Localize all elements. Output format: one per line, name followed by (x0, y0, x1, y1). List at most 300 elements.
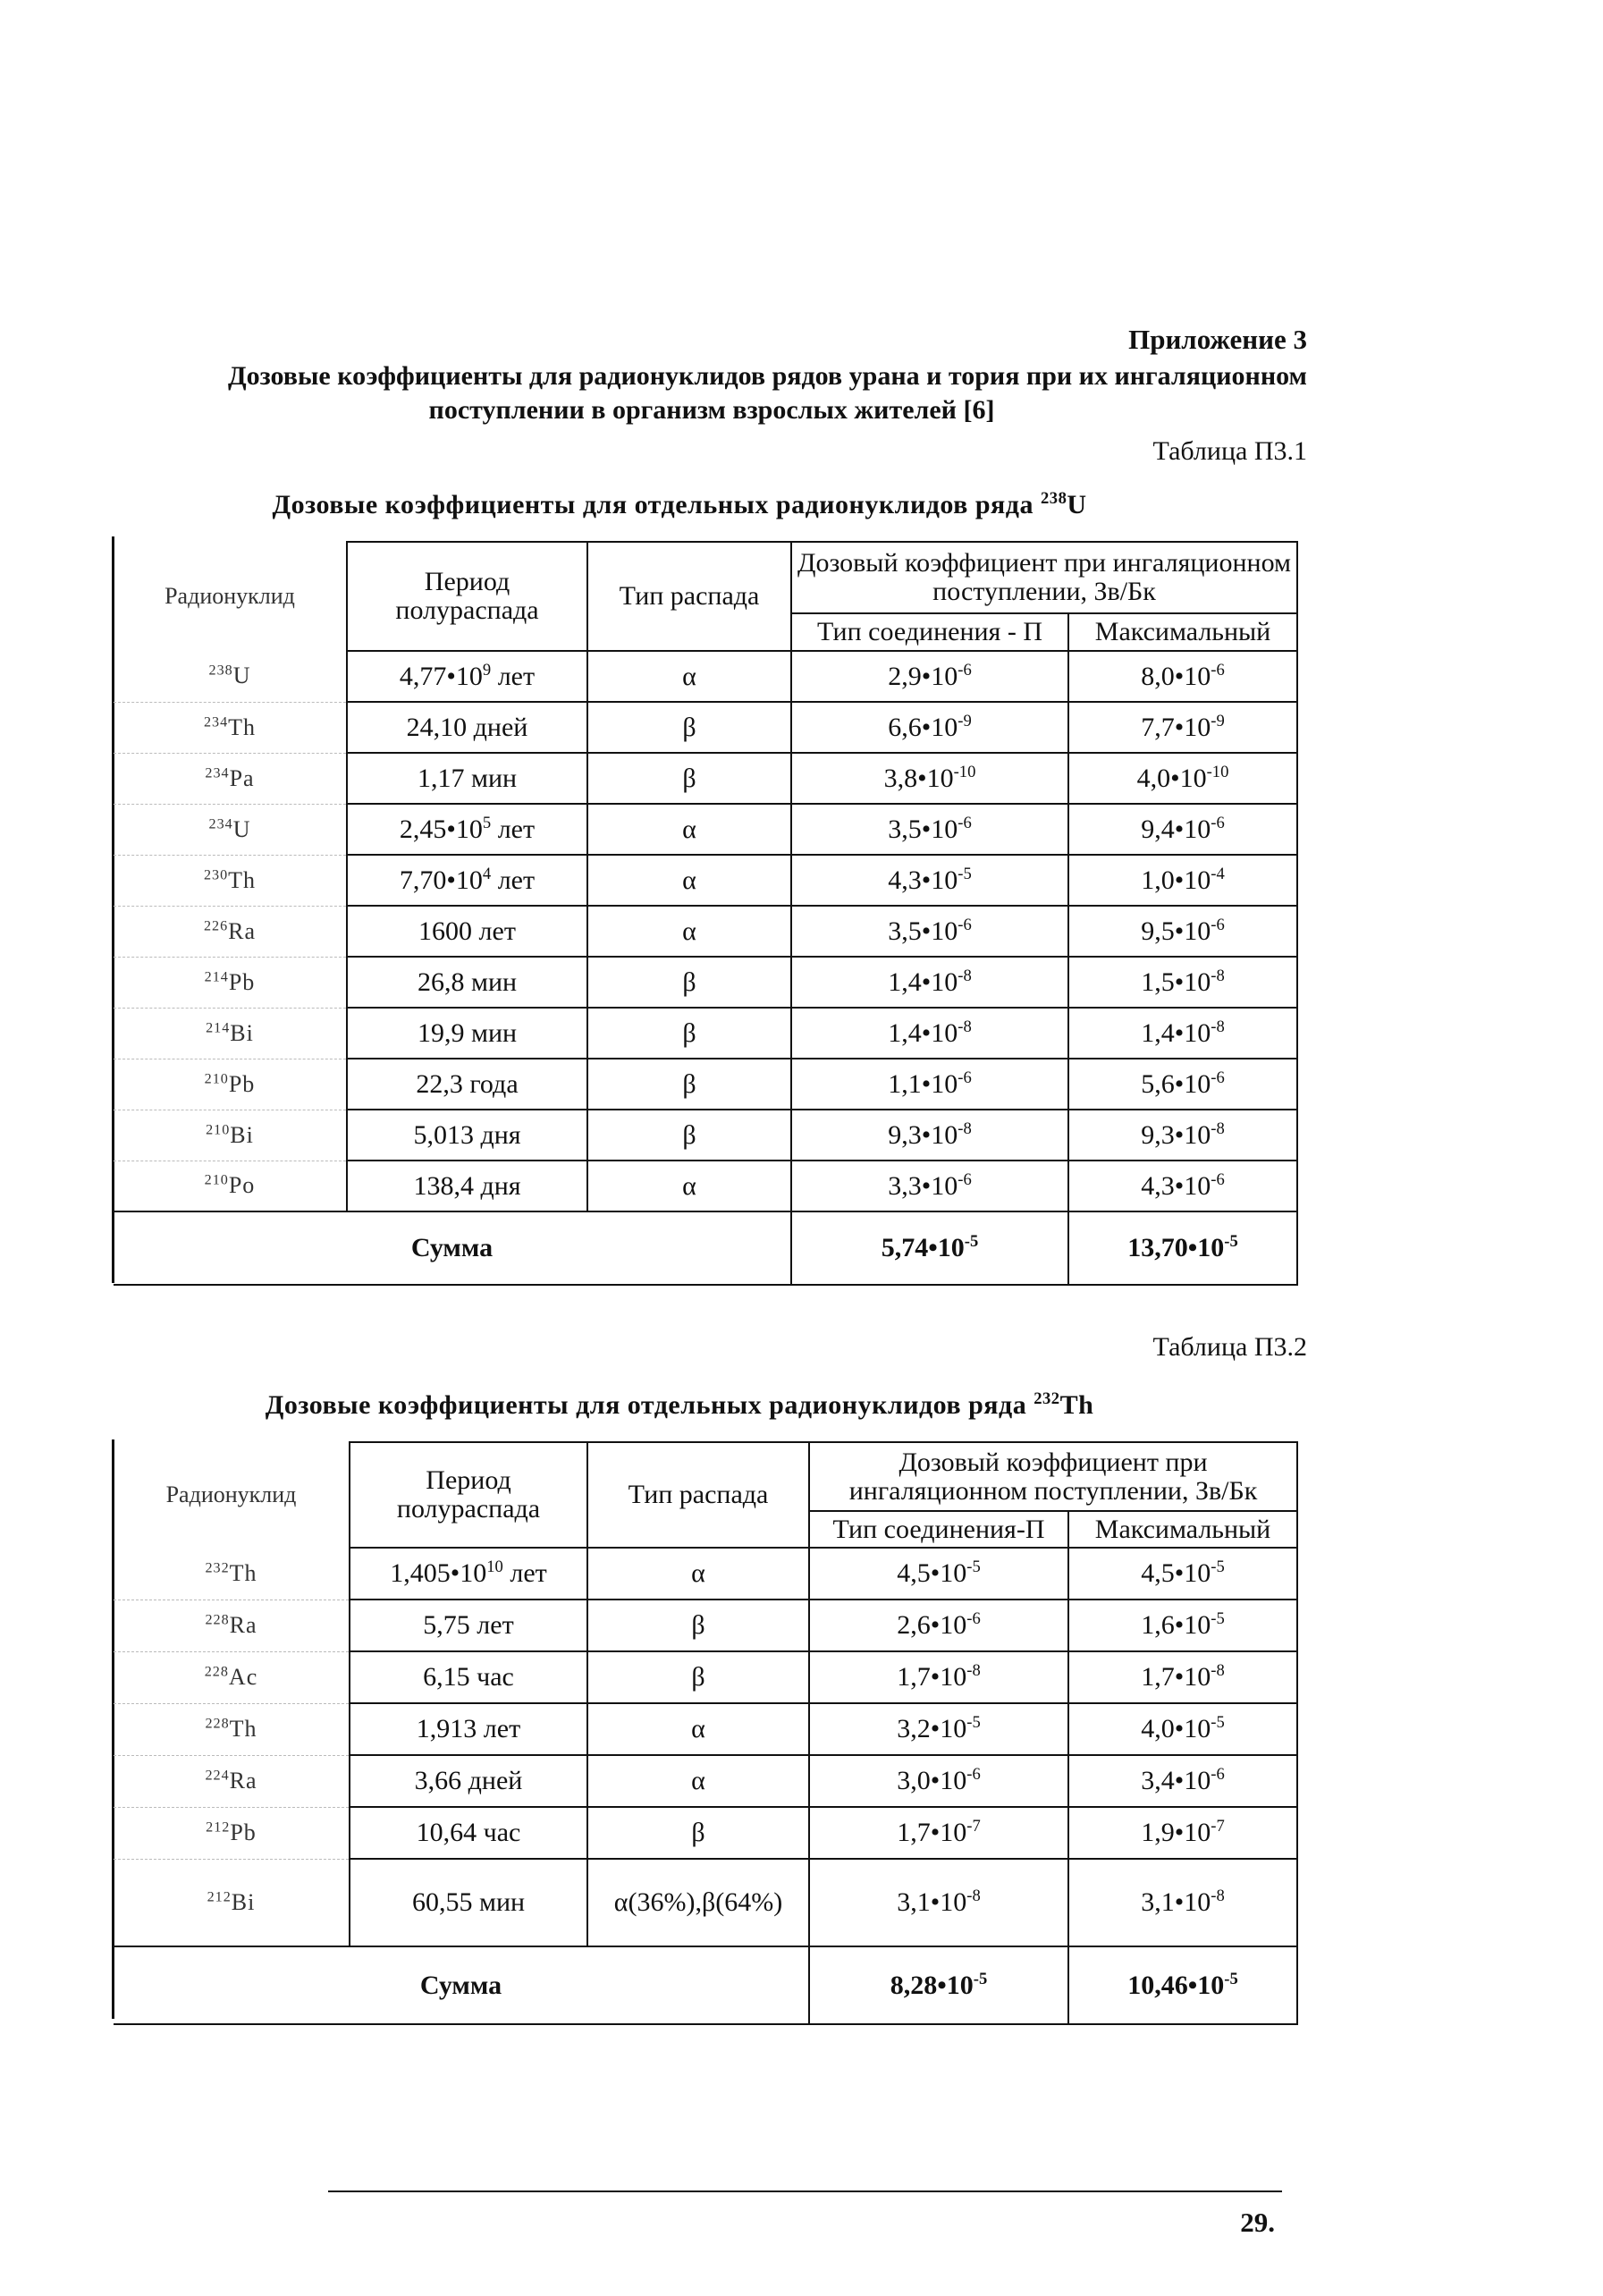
nuclide-cell (114, 1807, 350, 1859)
table-row (114, 957, 1297, 1008)
coef-max-cell (1068, 1703, 1297, 1755)
mass-number: 234 (208, 815, 233, 831)
coef-exponent: -6 (958, 813, 972, 832)
element-symbol: Ra (229, 1612, 257, 1638)
coef-mantissa: 1,6•10 (1141, 1610, 1211, 1640)
sum-coef-p (809, 1946, 1068, 2024)
coef-exponent: -6 (958, 915, 972, 934)
caption-text: Дозовые коэффициенты для отдельных радионуклидов ряда (265, 1390, 1034, 1420)
coef-max-cell (1068, 1600, 1297, 1651)
coef-mantissa: 1,1•10 (888, 1068, 958, 1099)
decay-type-cell (587, 702, 791, 753)
coef-mantissa: 3,8•10 (883, 763, 954, 793)
half-life-cell (347, 651, 587, 702)
coef-p-cell (791, 1161, 1068, 1211)
coef-mantissa: 5,74•10 (881, 1233, 965, 1262)
header-text: Тип распада (619, 581, 760, 611)
coef-exponent: -6 (1211, 1068, 1225, 1087)
decay-type-cell (587, 1110, 791, 1161)
element-symbol: Ac (228, 1664, 258, 1690)
decay-type: α (691, 1766, 705, 1795)
half-life-cell (350, 1755, 587, 1807)
decay-type-cell (587, 1755, 809, 1807)
half-life-unit: лет (491, 865, 536, 895)
header-text: Максимальный (1094, 617, 1271, 646)
mass-number: 238 (208, 663, 233, 679)
coef-exponent: -8 (966, 1661, 981, 1680)
nuclide-cell (114, 753, 347, 804)
coef-exponent: -5 (1224, 1969, 1238, 1988)
half-life-cell (347, 1161, 587, 1211)
coef-exponent: -10 (1206, 762, 1229, 781)
table-row (114, 1807, 1297, 1859)
half-life-value: 60,55 мин (411, 1887, 526, 1917)
coef-mantissa: 1,9•10 (1141, 1818, 1211, 1847)
coef-max-cell (1068, 1161, 1297, 1211)
half-life-cell (347, 855, 587, 906)
decay-type-cell (587, 1548, 809, 1600)
half-life-value: 6,15 час (423, 1662, 514, 1692)
nuclide-cell (114, 651, 347, 702)
half-life-value: 5,75 лет (423, 1610, 514, 1640)
page-number: 29. (1240, 2207, 1275, 2238)
coef-mantissa: 1,7•10 (1141, 1662, 1211, 1692)
coef-exponent: -8 (1211, 1887, 1225, 1905)
coef-exponent: -5 (1224, 1232, 1238, 1251)
header-text: Радионуклид (165, 1481, 297, 1507)
decay-type-cell (587, 1807, 809, 1859)
table-row (114, 855, 1297, 906)
coef-mantissa: 9,4•10 (1141, 814, 1211, 844)
table-row (114, 1755, 1297, 1807)
nuclide-cell (114, 1651, 350, 1703)
coef-mantissa: 6,6•10 (888, 712, 958, 742)
caption-mass: 232 (1034, 1389, 1060, 1408)
half-life-value: 1600 лет (418, 916, 516, 946)
coef-max-cell (1068, 1110, 1297, 1161)
half-life-value: 19,9 мин (417, 1017, 518, 1048)
header-text: Максимальный (1094, 1514, 1271, 1544)
decay-type-cell (587, 1859, 809, 1946)
mass-number: 224 (205, 1768, 230, 1784)
nuclide-cell (114, 1161, 347, 1211)
half-life-value: 26,8 мин (417, 967, 518, 997)
element-symbol: Pb (230, 1819, 257, 1845)
coef-max-cell (1068, 1755, 1297, 1807)
coef-mantissa: 4,5•10 (897, 1558, 967, 1588)
header-decay-type (587, 542, 791, 651)
coef-exponent: -5 (1211, 1713, 1225, 1732)
sum-text: Сумма (419, 1970, 502, 2000)
table-row (114, 753, 1297, 804)
sum-text: Сумма (410, 1233, 494, 1262)
half-life-cell (350, 1703, 587, 1755)
table-row (114, 1600, 1297, 1651)
coef-exponent: -8 (966, 1887, 981, 1905)
half-life-value: 5,013 дня (413, 1119, 521, 1150)
coef-exponent: -6 (966, 1765, 981, 1784)
coef-p-cell (791, 702, 1068, 753)
element-symbol: Th (229, 1559, 257, 1586)
mass-number: 212 (207, 1889, 232, 1905)
half-life-cell (347, 804, 587, 855)
coef-mantissa: 13,70•10 (1127, 1233, 1225, 1262)
coef-max-cell (1068, 1008, 1297, 1059)
header-text: Дозовый коэффициент при ингаляционном поступлении, Зв/Бк (848, 1447, 1258, 1506)
nuclide-cell (114, 702, 347, 753)
element-symbol: Th (228, 866, 257, 893)
element-symbol: Ra (228, 917, 257, 944)
coef-mantissa: 8,0•10 (1141, 661, 1211, 691)
coef-exponent: -5 (958, 864, 972, 883)
coef-mantissa: 3,3•10 (888, 1170, 958, 1201)
header-period (347, 542, 587, 651)
mass-number: 210 (206, 1121, 231, 1137)
header-period (350, 1442, 587, 1548)
coef-max-cell (1068, 855, 1297, 906)
half-life-value: 1,405•10 (390, 1558, 487, 1588)
half-life-cell (350, 1807, 587, 1859)
coef-exponent: -6 (958, 660, 972, 680)
nuclide-cell (114, 1548, 350, 1600)
coef-exponent: -7 (1211, 1817, 1225, 1836)
coef-mantissa: 4,3•10 (1141, 1170, 1211, 1201)
coef-p-cell (791, 855, 1068, 906)
coef-mantissa: 1,7•10 (897, 1662, 967, 1692)
nuclide-cell (114, 1859, 350, 1946)
coef-exponent: -5 (964, 1232, 979, 1251)
header-maximum (1068, 613, 1297, 651)
coef-mantissa: 1,0•10 (1141, 865, 1211, 895)
coef-p-cell (809, 1859, 1068, 1946)
header-compound-type-p (791, 613, 1068, 651)
header-nuclide (114, 1442, 350, 1548)
half-life-cell (350, 1600, 587, 1651)
coef-exponent: -8 (958, 966, 972, 985)
mass-number: 230 (203, 866, 229, 882)
element-symbol: U (232, 815, 251, 842)
half-life-unit: лет (491, 661, 536, 691)
coef-exponent: -6 (1211, 915, 1225, 934)
coef-p-cell (809, 1703, 1068, 1755)
coef-max-cell (1068, 1651, 1297, 1703)
mass-number: 234 (203, 713, 229, 730)
decay-type: β (691, 1662, 705, 1692)
table-row (114, 702, 1297, 753)
table-row (114, 1703, 1297, 1755)
half-life-value: 4,77•10 (399, 661, 483, 691)
coef-max-cell (1068, 1807, 1297, 1859)
half-life-value: 1,913 лет (416, 1714, 521, 1743)
half-life-exponent: 4 (482, 864, 492, 883)
table-row (114, 1110, 1297, 1161)
coef-exponent: -8 (1211, 1118, 1225, 1138)
coef-max-cell (1068, 906, 1297, 957)
footer-rule (328, 2190, 1282, 2192)
coef-exponent: -5 (1211, 1609, 1225, 1628)
mass-number: 210 (204, 1070, 229, 1086)
coef-max-cell (1068, 1859, 1297, 1946)
mass-number: 232 (205, 1560, 230, 1576)
coef-mantissa: 10,46•10 (1127, 1970, 1225, 2000)
dose-table-uranium (114, 541, 1298, 1286)
coef-p-cell (809, 1807, 1068, 1859)
coef-mantissa: 3,0•10 (897, 1766, 967, 1795)
coef-mantissa: 5,6•10 (1141, 1068, 1211, 1099)
coef-exponent: -6 (966, 1609, 981, 1628)
element-symbol: Bi (230, 1121, 254, 1148)
coef-mantissa: 4,0•10 (1136, 763, 1207, 793)
half-life-unit: лет (491, 814, 536, 844)
mass-number: 234 (205, 764, 230, 781)
coef-mantissa: 8,28•10 (890, 1970, 974, 2000)
coef-mantissa: 1,5•10 (1141, 967, 1211, 997)
decay-type-cell (587, 1703, 809, 1755)
half-life-value: 10,64 час (416, 1818, 521, 1847)
document-title (116, 359, 1307, 427)
coef-exponent: -5 (1211, 1557, 1225, 1576)
coef-exponent: -4 (1211, 864, 1225, 883)
dose-table-thorium (114, 1441, 1298, 2025)
coef-p-cell (809, 1755, 1068, 1807)
element-symbol: Th (229, 1716, 257, 1742)
coef-max-cell (1068, 753, 1297, 804)
coef-exponent: -6 (1211, 1169, 1225, 1189)
coef-p-cell (791, 906, 1068, 957)
coef-mantissa: 9,3•10 (1141, 1119, 1211, 1150)
coef-p-cell (809, 1548, 1068, 1600)
table-label-1: Таблица П3.1 (1152, 436, 1307, 466)
decay-type: β (682, 967, 696, 997)
table-row (114, 1548, 1297, 1600)
half-life-cell (350, 1548, 587, 1600)
coef-p-cell (791, 1059, 1068, 1110)
coef-p-cell (791, 753, 1068, 804)
decay-type-cell (587, 1008, 791, 1059)
coef-p-cell (809, 1600, 1068, 1651)
half-life-cell (347, 1008, 587, 1059)
half-life-value: 3,66 дней (414, 1766, 523, 1795)
table-row (114, 1859, 1297, 1946)
header-text: Тип соединения-П (832, 1514, 1045, 1544)
coef-p-cell (791, 1110, 1068, 1161)
decay-type-cell (587, 1161, 791, 1211)
half-life-value: 24,10 дней (406, 712, 528, 742)
decay-type-cell (587, 1651, 809, 1703)
half-life-exponent: 5 (482, 813, 492, 832)
coef-exponent: -6 (1211, 813, 1225, 832)
decay-type: β (682, 1068, 696, 1099)
coef-exponent: -5 (973, 1969, 988, 1988)
coef-mantissa: 9,5•10 (1141, 916, 1211, 946)
half-life-cell (347, 702, 587, 753)
decay-type-cell (587, 1059, 791, 1110)
coef-exponent: -6 (1211, 660, 1225, 680)
coef-exponent: -6 (958, 1169, 972, 1189)
coef-mantissa: 3,5•10 (888, 814, 958, 844)
nuclide-cell (114, 1600, 350, 1651)
half-life-value: 7,70•10 (399, 865, 483, 895)
half-life-cell (347, 957, 587, 1008)
coef-mantissa: 1,7•10 (897, 1818, 967, 1847)
appendix-heading: Приложение 3 (1128, 324, 1307, 355)
coef-max-cell (1068, 651, 1297, 702)
caption-element: Th (1059, 1390, 1094, 1420)
half-life-value: 2,45•10 (399, 814, 483, 844)
coef-p-cell (791, 1008, 1068, 1059)
nuclide-cell (114, 804, 347, 855)
coef-exponent: -10 (953, 762, 976, 781)
coef-mantissa: 3,1•10 (1141, 1887, 1211, 1917)
half-life-cell (347, 1059, 587, 1110)
table-row (114, 804, 1297, 855)
element-symbol: Pb (228, 1070, 256, 1097)
coef-mantissa: 3,4•10 (1141, 1766, 1211, 1795)
decay-type: α (682, 916, 696, 946)
decay-type-cell (587, 651, 791, 702)
coef-exponent: -5 (966, 1557, 981, 1576)
table-caption-1 (161, 490, 1198, 520)
decay-type-cell (587, 957, 791, 1008)
half-life-cell (347, 753, 587, 804)
half-life-value: 1,17 мин (417, 763, 518, 793)
element-symbol: Pa (229, 764, 255, 791)
decay-type: α (682, 865, 696, 895)
coef-p-cell (791, 957, 1068, 1008)
sum-coef-max (1068, 1946, 1297, 2024)
half-life-cell (347, 1110, 587, 1161)
coef-exponent: -9 (958, 711, 972, 730)
half-life-unit: лет (502, 1558, 547, 1588)
decay-type: β (691, 1818, 705, 1847)
caption-element: U (1067, 490, 1087, 519)
half-life-cell (347, 906, 587, 957)
decay-type-cell (587, 1600, 809, 1651)
coef-exponent: -8 (1211, 966, 1225, 985)
coef-mantissa: 1,4•10 (1141, 1017, 1211, 1048)
header-row (114, 542, 1297, 613)
nuclide-cell (114, 855, 347, 906)
coef-exponent: -6 (958, 1068, 972, 1087)
caption-mass: 238 (1040, 489, 1067, 508)
coef-mantissa: 1,4•10 (888, 967, 958, 997)
header-row (114, 1442, 1297, 1511)
decay-type-cell (587, 804, 791, 855)
element-symbol: U (232, 663, 251, 689)
decay-type: α (682, 1170, 696, 1201)
coef-mantissa: 1,4•10 (888, 1017, 958, 1048)
decay-type: α(36%),β(64%) (613, 1887, 783, 1917)
decay-type: α (682, 661, 696, 691)
element-symbol: Ra (229, 1768, 257, 1794)
header-dose-coefficient (791, 542, 1297, 613)
decay-type-cell (587, 906, 791, 957)
coef-p-cell (791, 804, 1068, 855)
decay-type: β (682, 1119, 696, 1150)
coef-mantissa: 4,0•10 (1141, 1714, 1211, 1743)
nuclide-cell (114, 957, 347, 1008)
half-life-value: 138,4 дня (413, 1170, 521, 1201)
coef-mantissa: 2,6•10 (897, 1610, 967, 1640)
header-text: Тип соединения - П (816, 617, 1043, 646)
coef-exponent: -8 (958, 1118, 972, 1138)
coef-mantissa: 2,9•10 (888, 661, 958, 691)
header-dose-coefficient (809, 1442, 1297, 1511)
decay-type: β (691, 1610, 705, 1640)
table-row (114, 1161, 1297, 1211)
mass-number: 228 (205, 1612, 230, 1628)
coef-p-cell (791, 651, 1068, 702)
element-symbol: Bi (231, 1888, 256, 1915)
coef-exponent: -5 (966, 1713, 981, 1732)
header-text: Период полураспада (396, 1465, 541, 1524)
half-life-cell (350, 1859, 587, 1946)
coef-mantissa: 7,7•10 (1141, 712, 1211, 742)
element-symbol: Th (228, 713, 257, 740)
coef-max-cell (1068, 804, 1297, 855)
mass-number: 210 (204, 1172, 229, 1188)
coef-max-cell (1068, 702, 1297, 753)
table-row (114, 1008, 1297, 1059)
coef-mantissa: 3,5•10 (888, 916, 958, 946)
mass-number: 228 (204, 1664, 229, 1680)
coef-exponent: -8 (958, 1017, 972, 1036)
decay-type: α (691, 1558, 705, 1588)
element-symbol: Pb (228, 968, 256, 995)
half-life-value: 22,3 года (416, 1068, 519, 1099)
element-symbol: Bi (230, 1019, 254, 1046)
header-compound-type-p (809, 1511, 1068, 1548)
title-line-2: поступлении в организм взрослых жителей [6] (428, 395, 995, 425)
sum-row (114, 1946, 1297, 2024)
decay-type: β (682, 763, 696, 793)
coef-mantissa: 3,1•10 (897, 1887, 967, 1917)
mass-number: 228 (205, 1716, 230, 1732)
coef-exponent: -9 (1211, 711, 1225, 730)
header-nuclide (114, 542, 347, 651)
half-life-exponent: 10 (486, 1557, 503, 1576)
coef-exponent: -6 (1211, 1765, 1225, 1784)
caption-text: Дозовые коэффициенты для отдельных радионуклидов ряда (272, 490, 1041, 519)
sum-coef-max (1068, 1211, 1297, 1285)
table-caption-2 (161, 1390, 1198, 1421)
table-row (114, 1651, 1297, 1703)
nuclide-cell (114, 1110, 347, 1161)
nuclide-cell (114, 906, 347, 957)
decay-type: β (682, 712, 696, 742)
header-maximum (1068, 1511, 1297, 1548)
sum-coef-p (791, 1211, 1068, 1285)
mass-number: 212 (206, 1819, 231, 1836)
nuclide-cell (114, 1755, 350, 1807)
mass-number: 226 (203, 917, 229, 933)
nuclide-cell (114, 1059, 347, 1110)
coef-mantissa: 3,2•10 (897, 1714, 967, 1743)
header-text: Дозовый коэффициент при ингаляционном поступлении, Зв/Бк (797, 548, 1291, 606)
table-row (114, 651, 1297, 702)
sum-row (114, 1211, 1297, 1285)
coef-max-cell (1068, 1059, 1297, 1110)
half-life-cell (350, 1651, 587, 1703)
table-label-2: Таблица П3.2 (1152, 1332, 1307, 1362)
sum-label (114, 1211, 791, 1285)
table-row (114, 1059, 1297, 1110)
coef-exponent: -7 (966, 1817, 981, 1836)
mass-number: 214 (204, 968, 229, 984)
mass-number: 214 (206, 1019, 231, 1035)
coef-p-cell (809, 1651, 1068, 1703)
coef-max-cell (1068, 957, 1297, 1008)
